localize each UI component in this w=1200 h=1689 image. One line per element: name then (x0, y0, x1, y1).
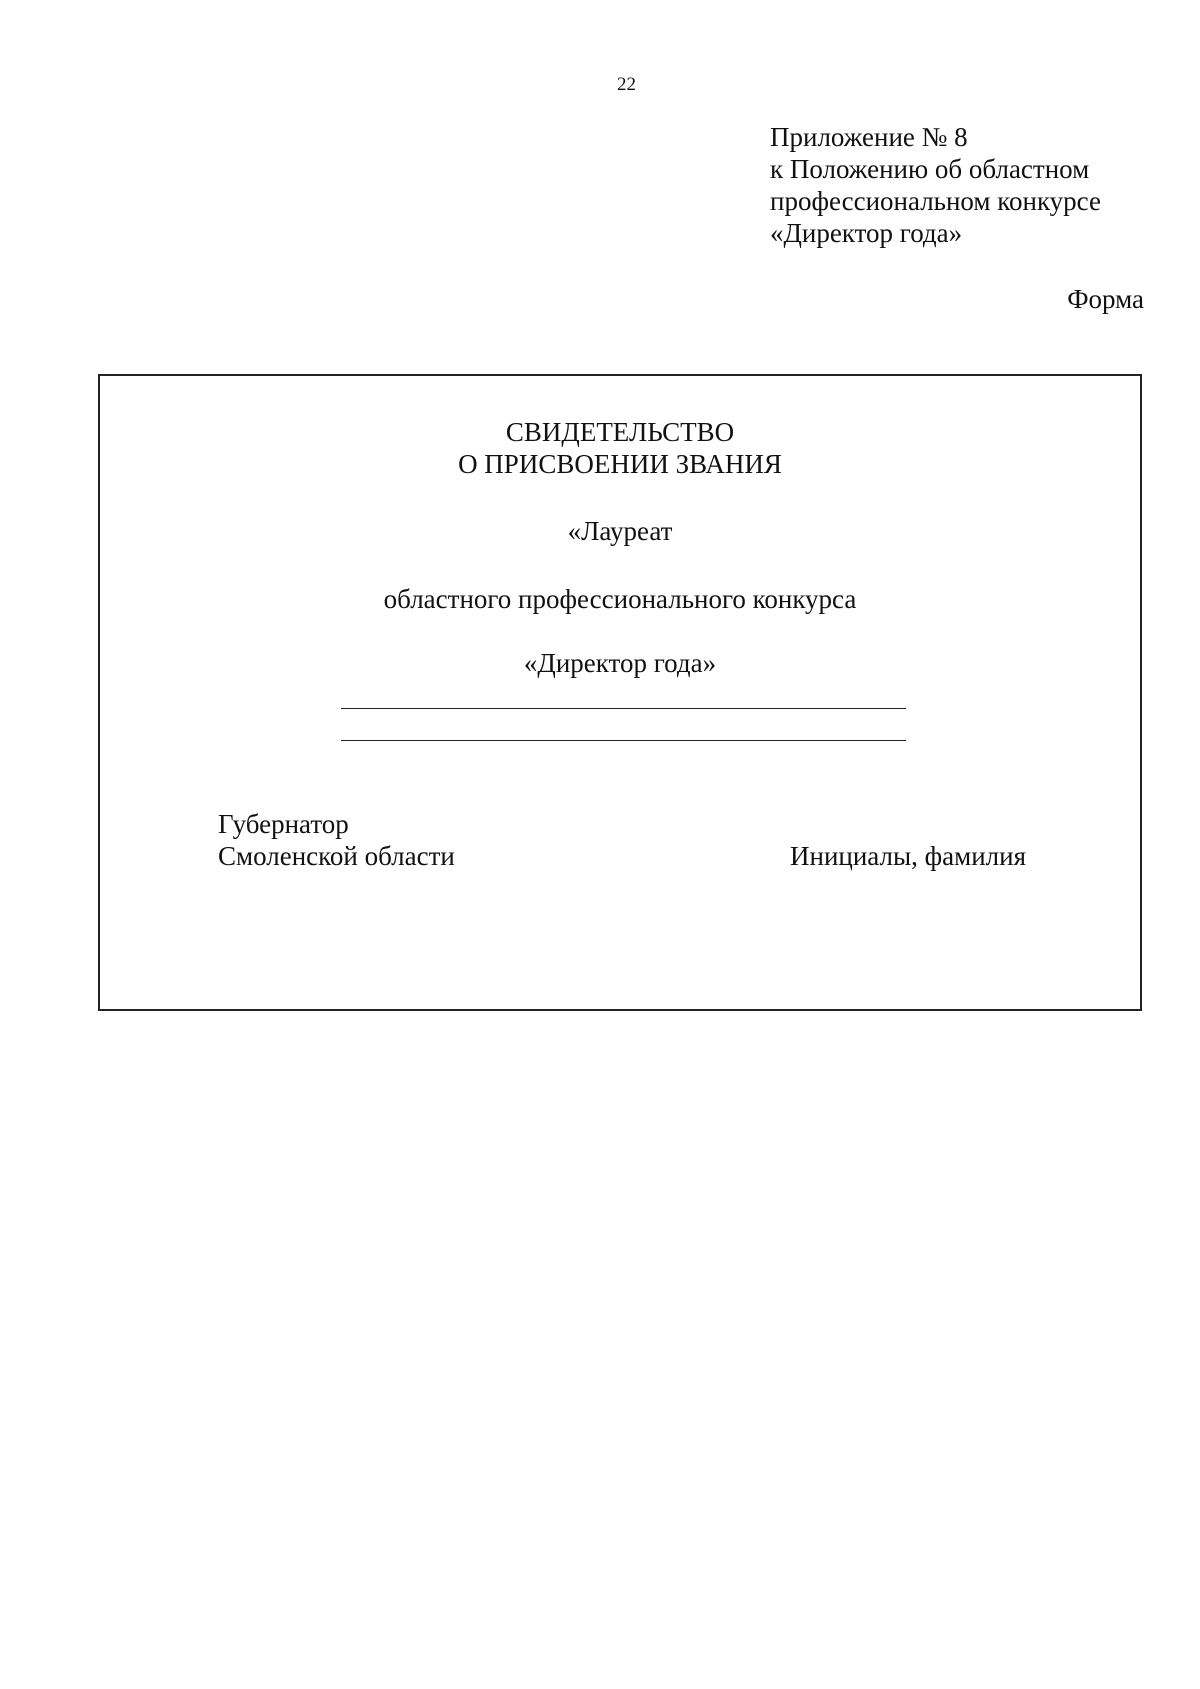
certificate-title-line1: СВИДЕТЕЛЬСТВО (505, 417, 735, 447)
name-blank-line (341, 708, 906, 709)
signatory-title (218, 808, 455, 872)
certificate-frame (98, 374, 1142, 1011)
name-blank-line (341, 740, 906, 741)
certificate-title (100, 416, 1140, 480)
appendix-line: Приложение № 8 (770, 122, 968, 152)
appendix-line: «Директор года» (770, 218, 963, 248)
director-text: «Директор года» (523, 648, 717, 678)
laureate-text: «Лауреат (567, 516, 673, 546)
appendix-note (770, 121, 1101, 249)
signatory-initials: Инициалы, фамилия (790, 841, 1026, 871)
page-number: 22 (617, 74, 636, 95)
certificate-title-line2: О ПРИСВОЕНИИ ЗВАНИЯ (458, 449, 782, 479)
form-label: Форма (1067, 284, 1144, 314)
signatory-line1: Губернатор (218, 809, 349, 839)
signatory-line2: Смоленской области (218, 841, 455, 871)
contest-text: областного профессионального конкурса (383, 584, 857, 614)
appendix-line: к Положению об областном (770, 154, 1090, 184)
appendix-line: профессиональном конкурсе (770, 186, 1101, 216)
